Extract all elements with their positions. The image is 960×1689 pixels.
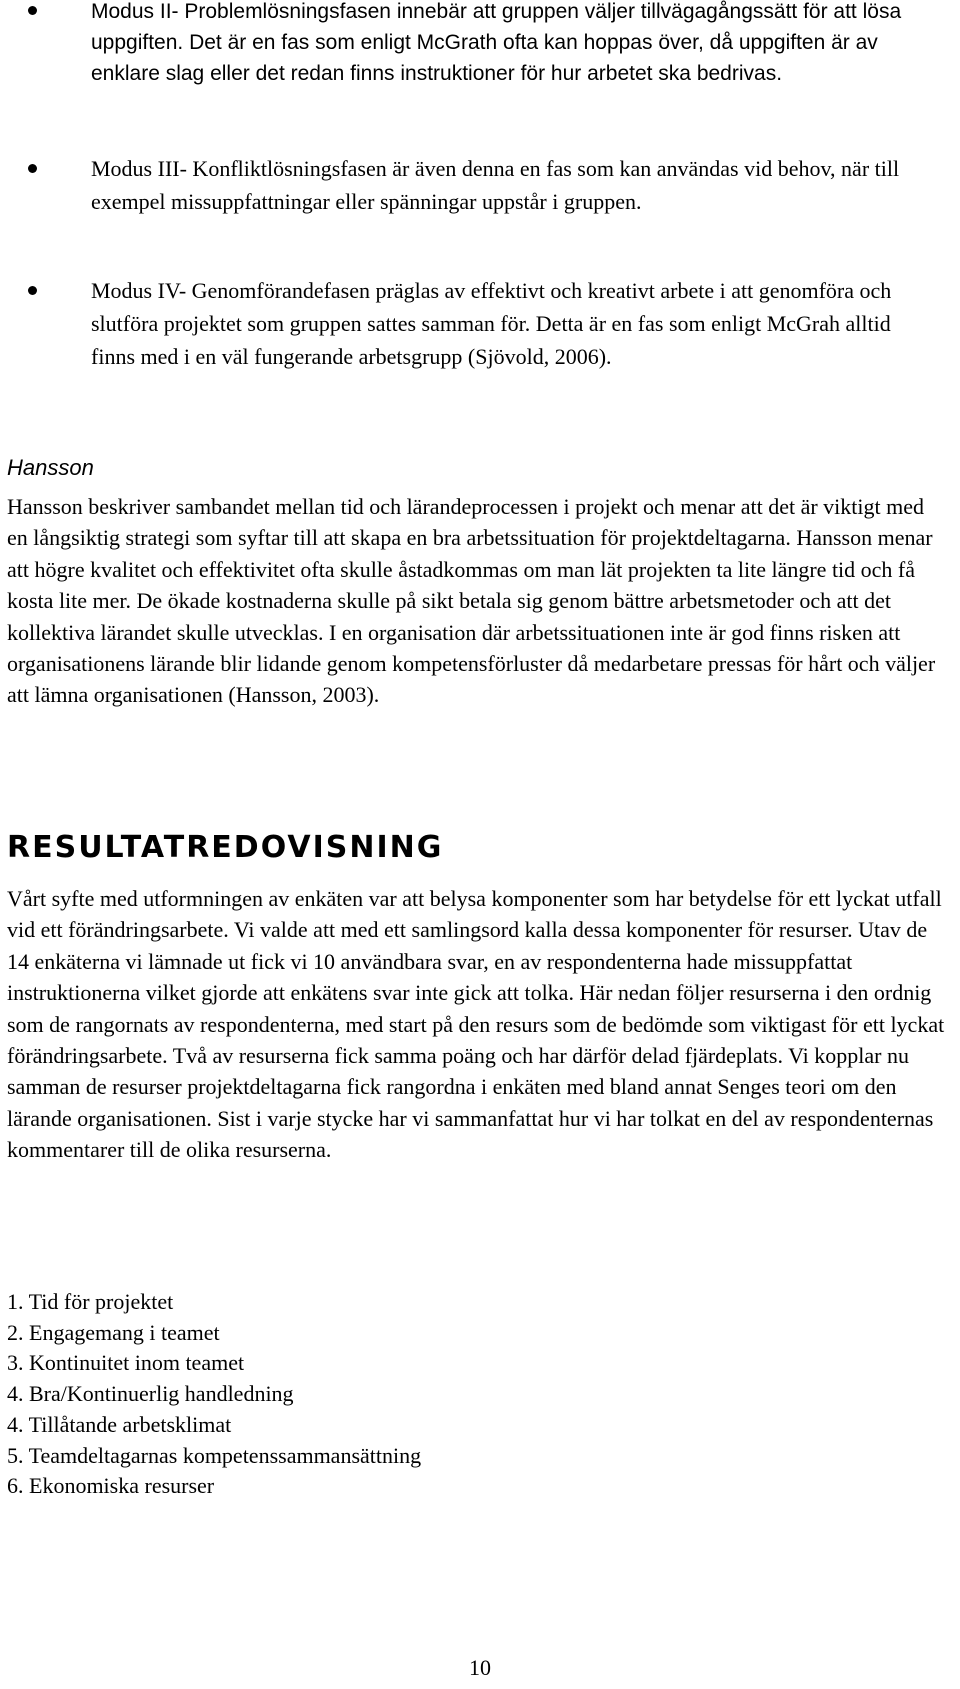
list-item: 5. Teamdeltagarnas kompetenssammansättning — [7, 1442, 422, 1468]
results-heading: RESULTATREDOVISNING — [7, 830, 444, 865]
list-item: 2. Engagemang i teamet — [7, 1319, 220, 1345]
bullet-text: Modus III- Konfliktlösningsfasen är även denna en fas som kan användas vid behov, när till exempel missuppfattningar eller spänningar uppstår i gruppen. — [91, 156, 900, 214]
bullet-icon — [28, 6, 37, 15]
list-item: 4. Tillåtande arbetsklimat — [7, 1411, 232, 1437]
bullet-item-modus-ii — [0, 0, 940, 89]
list-item: 3. Kontinuitet inom teamet — [7, 1350, 245, 1376]
bullet-icon — [28, 286, 37, 295]
page-number: 10 — [469, 1655, 491, 1680]
results-paragraph: Vårt syfte med utformningen av enkäten var att belysa komponenter som har betydelse för ett lyckat utfall vid ett förändringsarbete. Vi valde att med ett samlingsord kalla dessa komponenter för resurser. Utav de 14 enkäterna vi lämnade ut fick vi 10 användbara svar, en av respondenterna hade missuppfattat instruktionerna vilket gjorde att enkätens svar inte gick att tolka. Här nedan följer resurserna i den ordnig som de rangornats av respondenterna, med start på den resurs som de bedömde som viktigast för ett lyckat förändringsarbete. Två av resurserna fick samma poäng och har därför delad fjärdeplats. Vi kopplar nu samman de resurser projektdeltagarna fick rangordna i enkäten med bland annat Senges teori om den lärande organisationen. Sist i varje stycke har vi sammanfattat hur vi har tolkat en del av respondenternas kommentarer till de olika resurserna. — [7, 886, 945, 1163]
ranked-resource-list — [7, 1287, 421, 1502]
bullet-icon — [28, 164, 37, 173]
bullet-text: Modus IV- Genomförandefasen präglas av effektivt och kreativt arbete i att genomföra och slutföra projektet som gruppen sattes samman för. Detta är en fas som enligt McGrah alltid finns med i en väl fungerande arbetsgrupp (Sjövold, 2006). — [91, 278, 892, 369]
list-item: 6. Ekonomiska resurser — [7, 1473, 215, 1499]
bullet-item-modus-iii — [0, 152, 940, 218]
hansson-paragraph: Hansson beskriver sambandet mellan tid och lärandeprocessen i projekt och menar att det är viktigt med en långsiktig strategi som syftar till att skapa en bra arbetssituation för projektdeltagarna. Hansson menar att högre kvalitet och effektivitet ofta skulle åstadkommas om man lät projekten ta lite längre tid och få kosta lite mer. De ökade kostnaderna skulle på sikt betala sig genom bättre arbetsmetoder och att det kollektiva lärandet skulle utvecklas. I en organisation där arbetssituationen inte är god finns risken att organisationens lärande blir lidande genom kompetensförluster då medarbetare pressas för hårt och väljer att lämna organisationen (Hansson, 2003). — [7, 494, 936, 708]
hansson-heading: Hansson — [7, 455, 94, 480]
list-item: 1. Tid för projektet — [7, 1289, 174, 1314]
bullet-text: Modus II- Problemlösningsfasen innebär att gruppen väljer tillvägagångssätt för att lösa uppgiften. Det är en fas som enligt McGrath ofta kan hoppas över, då uppgiften är av enklare slag eller det redan finns instruktioner för hur arbetet ska bedrivas. — [91, 0, 902, 85]
bullet-item-modus-iv — [0, 274, 940, 373]
list-item: 4. Bra/Kontinuerlig handledning — [7, 1381, 294, 1407]
